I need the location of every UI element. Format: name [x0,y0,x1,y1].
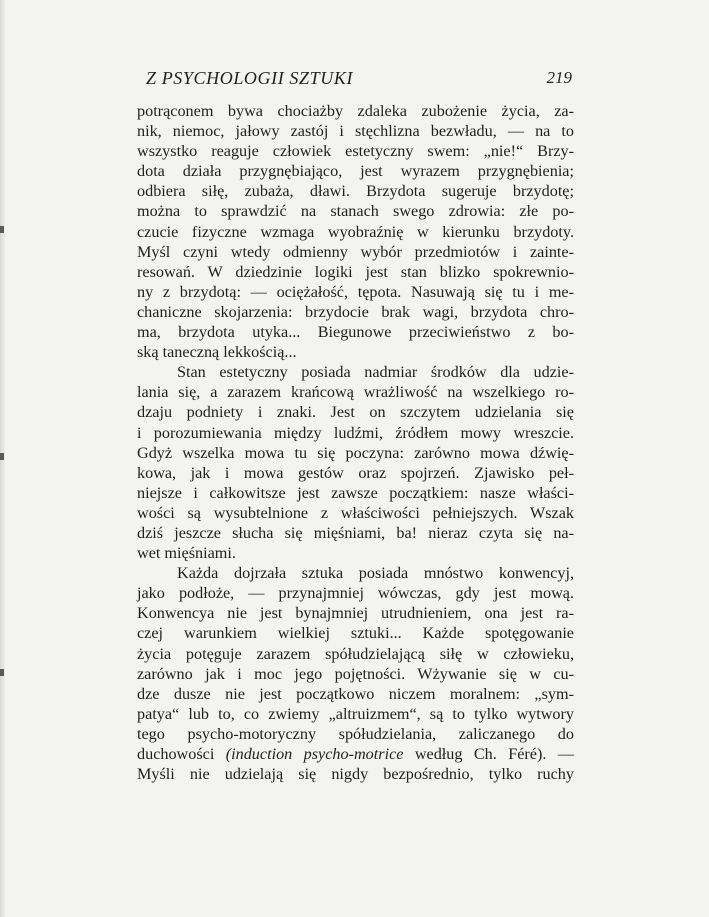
text-line: Stan estetyczny posiada nadmiar środków dla udzie- [177,363,574,382]
text-line: kowa, jak i mowa gestów oraz spojrzeń. Zjawisko peł- [137,463,574,482]
page-number: 219 [546,68,572,87]
text-line: odbiera siłę, zubaża, dławi. Brzydota sugeruje brzydotę; [137,182,574,201]
running-head [146,68,574,92]
text-line: ma, brzydota utyka... Biegunowe przeciwieństwo z bo- [137,323,574,342]
text-line: dze dusze nie jest początkowo niczem moralnem: „sym- [137,684,574,703]
text-line: tego psycho-motoryczny spółudzielania, zaliczanego do [137,724,574,743]
running-title: Z PSYCHOLOGII SZTUKI [146,68,354,88]
text-line: i porozumiewania między ludźmi, źródłem mowy wreszcie. [137,423,574,442]
text-line: wszystko reaguje człowiek estetyczny swem: „nie!“ Brzy- [137,142,574,161]
text-line: dota działa przygnębiająco, jest wyrazem przygnębienia; [137,162,574,181]
text-line: dzaju podniety i znaki. Jest on szczytem udzielania się [137,403,574,422]
paragraph [137,362,574,563]
edge-mark [0,226,4,233]
text-line: lania się, a zarazem krańcową wrażliwość na wszelkiego ro- [137,383,574,402]
italic-term: (induction psycho-motrice [225,745,404,763]
text-line: resowań. W dziedzinie logiki jest stan blizko spokrewnio- [137,262,574,281]
edge-mark [0,453,4,460]
text-line: Myśli nie udzielają się nigdy bezpośrednio, tylko ruchy [137,765,574,784]
text-line: można to sprawdzić na stanach swego zdrowia: złe po- [137,202,574,221]
text-line: wości są wysubtelnione z właściwości pełniejszych. Wszak [137,503,574,522]
text-line: chaniczne skojarzenia: brzydocie brak wagi, brzydota chro- [137,302,574,321]
paragraph [137,101,574,362]
text-run: według Ch. Féré). — [403,745,574,763]
paragraph [137,563,574,784]
text-line-mixed [137,744,574,764]
text-line: ny z brzydotą: — ociężałość, tępota. Nasuwają się tu i me- [137,282,574,301]
text-line: czej warunkiem wielkiej sztuki... Każde spotęgowanie [137,624,574,643]
text-line: życia potęguje zarazem spółudzielającą siłę w człowieku, [137,644,574,663]
text-line: niejsze i całkowitsze jest zawsze początkiem: nasze właści- [137,483,574,502]
text-line: zarówno jak i moc jego pojętności. Wżywanie się w cu- [137,664,574,683]
text-line: jako podłoże, — przynajmniej wówczas, gdy jest mową. [137,584,574,603]
text-line: potrąconem bywa chociażby zdaleka zubożenie życia, za- [137,102,574,120]
text-line: Konwencya nie jest bynajmniej utrudnieniem, ona jest ra- [137,604,574,623]
text-line: Myśl czyni wtedy odmienny wybór przedmiotów i zainte- [137,242,574,261]
text-line: ską taneczną lekkością... [137,343,297,362]
text-line: Gdyż wszelka mowa tu się poczyna: zarówno mowa dźwię- [137,443,574,462]
text-line: nik, niemoc, jałowy zastój i stęchlizna bezwładu, — na to [137,122,574,141]
text-line: Każda dojrzała sztuka posiada mnóstwo konwencyj, [177,564,574,583]
text-line: dziś jeszcze słucha się mięśniami, ba! nieraz czyta się na- [137,523,574,542]
text-run: duchowości [137,745,226,763]
text-line: patya“ lub to, co zwiemy „altruizmem“, są to tylko wytwory [137,704,574,723]
text-line: czucie fizyczne wzmaga wyobraźnię w kierunku brzydoty. [137,222,574,241]
body-text [137,101,574,784]
text-line: wet mięśniami. [137,544,236,563]
edge-mark [0,669,4,676]
